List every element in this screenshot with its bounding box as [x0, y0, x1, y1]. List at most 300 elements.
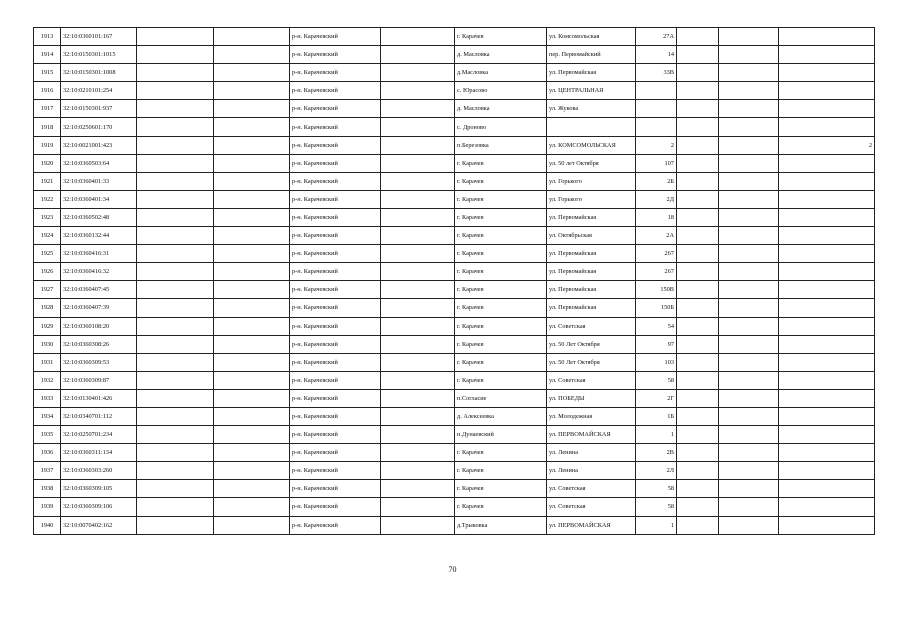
- empty-cell: [381, 299, 455, 317]
- cadastral-number-cell: 32:10:0360407:39: [61, 299, 137, 317]
- empty-cell: [137, 227, 214, 245]
- house-number-cell: [636, 82, 677, 100]
- table-row: [34, 371, 875, 389]
- empty-cell: [677, 317, 719, 335]
- district-cell: р-н. Карачевский: [290, 299, 381, 317]
- district-cell: р-н. Карачевский: [290, 118, 381, 136]
- row-number-cell: 1926: [34, 263, 61, 281]
- locality-cell: п.Дунаевский: [455, 426, 547, 444]
- empty-cell: [137, 317, 214, 335]
- table-row: [34, 281, 875, 299]
- row-number-cell: 1917: [34, 100, 61, 118]
- table-body: [34, 28, 875, 535]
- cadastral-number-cell: 32:10:0130401:426: [61, 389, 137, 407]
- empty-cell: [381, 389, 455, 407]
- house-number-cell: 107: [636, 154, 677, 172]
- empty-cell: [719, 64, 779, 82]
- table-row: [34, 516, 875, 534]
- house-number-cell: 14: [636, 46, 677, 64]
- extra-value-cell: [779, 516, 875, 534]
- empty-cell: [214, 136, 290, 154]
- row-number-cell: 1938: [34, 480, 61, 498]
- street-cell: ул. Ленина: [547, 444, 636, 462]
- cadastral-number-cell: 32:10:0360416:31: [61, 245, 137, 263]
- locality-cell: г. Карачев: [455, 498, 547, 516]
- empty-cell: [677, 426, 719, 444]
- table-row: [34, 480, 875, 498]
- street-cell: ул. ЦЕНТРАЛЬНАЯ: [547, 82, 636, 100]
- street-cell: ул. Первомайская: [547, 64, 636, 82]
- locality-cell: д. Масловка: [455, 46, 547, 64]
- empty-cell: [137, 426, 214, 444]
- empty-cell: [214, 480, 290, 498]
- house-number-cell: [636, 100, 677, 118]
- empty-cell: [719, 299, 779, 317]
- empty-cell: [381, 100, 455, 118]
- locality-cell: г. Карачев: [455, 281, 547, 299]
- cadastral-number-cell: 32:10:0150301:1008: [61, 64, 137, 82]
- locality-cell: д.Трыковка: [455, 516, 547, 534]
- empty-cell: [214, 28, 290, 46]
- empty-cell: [381, 516, 455, 534]
- house-number-cell: 58: [636, 371, 677, 389]
- extra-value-cell: [779, 299, 875, 317]
- district-cell: р-н. Карачевский: [290, 190, 381, 208]
- house-number-cell: 58: [636, 498, 677, 516]
- empty-cell: [719, 227, 779, 245]
- extra-value-cell: [779, 389, 875, 407]
- table-row: [34, 227, 875, 245]
- empty-cell: [719, 389, 779, 407]
- street-cell: ул. Горького: [547, 172, 636, 190]
- empty-cell: [719, 480, 779, 498]
- row-number-cell: 1920: [34, 154, 61, 172]
- empty-cell: [381, 426, 455, 444]
- extra-value-cell: [779, 245, 875, 263]
- cadastral-number-cell: 32:10:0360407:45: [61, 281, 137, 299]
- district-cell: р-н. Карачевский: [290, 480, 381, 498]
- table-row: [34, 64, 875, 82]
- district-cell: р-н. Карачевский: [290, 516, 381, 534]
- row-number-cell: 1931: [34, 353, 61, 371]
- empty-cell: [381, 317, 455, 335]
- house-number-cell: 54: [636, 317, 677, 335]
- empty-cell: [719, 281, 779, 299]
- cadastral-number-cell: 32:10:0360303:260: [61, 462, 137, 480]
- empty-cell: [381, 46, 455, 64]
- house-number-cell: 150В: [636, 281, 677, 299]
- table-row: [34, 100, 875, 118]
- row-number-cell: 1918: [34, 118, 61, 136]
- table-row: [34, 136, 875, 154]
- table-row: [34, 317, 875, 335]
- table-row: [34, 118, 875, 136]
- empty-cell: [677, 281, 719, 299]
- empty-cell: [214, 407, 290, 425]
- empty-cell: [677, 227, 719, 245]
- table-row: [34, 245, 875, 263]
- empty-cell: [137, 118, 214, 136]
- street-cell: ул. ПЕРВОМАЙСКАЯ: [547, 516, 636, 534]
- empty-cell: [719, 444, 779, 462]
- empty-cell: [719, 28, 779, 46]
- empty-cell: [214, 498, 290, 516]
- district-cell: р-н. Карачевский: [290, 136, 381, 154]
- empty-cell: [677, 371, 719, 389]
- table-row: [34, 82, 875, 100]
- empty-cell: [137, 407, 214, 425]
- empty-cell: [381, 407, 455, 425]
- locality-cell: г. Карачев: [455, 353, 547, 371]
- empty-cell: [719, 353, 779, 371]
- cadastral-number-cell: 32:10:0360416:32: [61, 263, 137, 281]
- locality-cell: г. Карачев: [455, 208, 547, 226]
- locality-cell: с. Юрасово: [455, 82, 547, 100]
- locality-cell: д.Масловка: [455, 64, 547, 82]
- house-number-cell: 1Б: [636, 407, 677, 425]
- extra-value-cell: [779, 444, 875, 462]
- empty-cell: [214, 426, 290, 444]
- empty-cell: [137, 136, 214, 154]
- row-number-cell: 1922: [34, 190, 61, 208]
- district-cell: р-н. Карачевский: [290, 263, 381, 281]
- house-number-cell: 97: [636, 335, 677, 353]
- empty-cell: [677, 100, 719, 118]
- empty-cell: [677, 407, 719, 425]
- empty-cell: [137, 245, 214, 263]
- district-cell: р-н. Карачевский: [290, 227, 381, 245]
- empty-cell: [677, 444, 719, 462]
- empty-cell: [719, 516, 779, 534]
- cadastral-number-cell: 32:10:0150301:937: [61, 100, 137, 118]
- empty-cell: [137, 46, 214, 64]
- locality-cell: г. Карачев: [455, 154, 547, 172]
- row-number-cell: 1919: [34, 136, 61, 154]
- empty-cell: [214, 353, 290, 371]
- table-row: [34, 299, 875, 317]
- empty-cell: [677, 299, 719, 317]
- district-cell: р-н. Карачевский: [290, 335, 381, 353]
- row-number-cell: 1924: [34, 227, 61, 245]
- cadastral-number-cell: 32:10:0360132:44: [61, 227, 137, 245]
- table-row: [34, 335, 875, 353]
- empty-cell: [677, 154, 719, 172]
- district-cell: р-н. Карачевский: [290, 64, 381, 82]
- empty-cell: [137, 462, 214, 480]
- extra-value-cell: [779, 371, 875, 389]
- district-cell: р-н. Карачевский: [290, 444, 381, 462]
- empty-cell: [381, 118, 455, 136]
- empty-cell: [381, 28, 455, 46]
- registry-table: [33, 27, 875, 535]
- empty-cell: [677, 46, 719, 64]
- cadastral-number-cell: 32:10:0150301:1015: [61, 46, 137, 64]
- extra-value-cell: [779, 208, 875, 226]
- table-row: [34, 444, 875, 462]
- house-number-cell: 18: [636, 208, 677, 226]
- street-cell: пер. Первомайский: [547, 46, 636, 64]
- empty-cell: [677, 245, 719, 263]
- street-cell: ул. Молодежная: [547, 407, 636, 425]
- table-row: [34, 28, 875, 46]
- empty-cell: [719, 208, 779, 226]
- house-number-cell: 2Д: [636, 190, 677, 208]
- extra-value-cell: [779, 154, 875, 172]
- extra-value-cell: [779, 227, 875, 245]
- street-cell: ул. Октябрьская: [547, 227, 636, 245]
- house-number-cell: 2Л: [636, 462, 677, 480]
- empty-cell: [677, 353, 719, 371]
- empty-cell: [719, 263, 779, 281]
- table-row: [34, 426, 875, 444]
- empty-cell: [137, 100, 214, 118]
- cadastral-number-cell: 32:10:0021001:423: [61, 136, 137, 154]
- empty-cell: [381, 227, 455, 245]
- street-cell: ул. Горького: [547, 190, 636, 208]
- empty-cell: [719, 46, 779, 64]
- empty-cell: [677, 190, 719, 208]
- row-number-cell: 1929: [34, 317, 61, 335]
- street-cell: [547, 118, 636, 136]
- cadastral-number-cell: 32:10:0360108:20: [61, 317, 137, 335]
- house-number-cell: 1: [636, 516, 677, 534]
- cadastral-number-cell: 32:10:0360101:167: [61, 28, 137, 46]
- cadastral-number-cell: 32:10:0210101:254: [61, 82, 137, 100]
- street-cell: ул. Первомайская: [547, 281, 636, 299]
- locality-cell: г. Карачев: [455, 172, 547, 190]
- extra-value-cell: [779, 28, 875, 46]
- house-number-cell: 2: [636, 136, 677, 154]
- empty-cell: [214, 46, 290, 64]
- empty-cell: [214, 190, 290, 208]
- row-number-cell: 1914: [34, 46, 61, 64]
- empty-cell: [137, 172, 214, 190]
- district-cell: р-н. Карачевский: [290, 28, 381, 46]
- row-number-cell: 1927: [34, 281, 61, 299]
- house-number-cell: 2Г: [636, 389, 677, 407]
- empty-cell: [137, 480, 214, 498]
- empty-cell: [214, 208, 290, 226]
- district-cell: р-н. Карачевский: [290, 281, 381, 299]
- extra-value-cell: [779, 407, 875, 425]
- district-cell: р-н. Карачевский: [290, 462, 381, 480]
- cadastral-number-cell: 32:10:0360503:64: [61, 154, 137, 172]
- house-number-cell: 103: [636, 353, 677, 371]
- empty-cell: [137, 516, 214, 534]
- empty-cell: [719, 426, 779, 444]
- empty-cell: [677, 118, 719, 136]
- empty-cell: [719, 371, 779, 389]
- empty-cell: [677, 208, 719, 226]
- empty-cell: [214, 100, 290, 118]
- empty-cell: [381, 498, 455, 516]
- empty-cell: [381, 245, 455, 263]
- empty-cell: [719, 172, 779, 190]
- cadastral-number-cell: 32:10:0360309:53: [61, 353, 137, 371]
- street-cell: ул. 50 лет Октября: [547, 154, 636, 172]
- locality-cell: п.Согласие: [455, 389, 547, 407]
- locality-cell: г. Карачев: [455, 480, 547, 498]
- locality-cell: г. Карачев: [455, 227, 547, 245]
- cadastral-number-cell: 32:10:0360311:134: [61, 444, 137, 462]
- empty-cell: [381, 82, 455, 100]
- table-row: [34, 172, 875, 190]
- empty-cell: [719, 317, 779, 335]
- empty-cell: [137, 498, 214, 516]
- extra-value-cell: [779, 172, 875, 190]
- locality-cell: д. Масловка: [455, 100, 547, 118]
- extra-value-cell: [779, 190, 875, 208]
- extra-value-cell: [779, 118, 875, 136]
- empty-cell: [214, 335, 290, 353]
- district-cell: р-н. Карачевский: [290, 154, 381, 172]
- empty-cell: [677, 28, 719, 46]
- empty-cell: [214, 462, 290, 480]
- row-number-cell: 1940: [34, 516, 61, 534]
- extra-value-cell: [779, 317, 875, 335]
- empty-cell: [214, 64, 290, 82]
- empty-cell: [719, 407, 779, 425]
- district-cell: р-н. Карачевский: [290, 245, 381, 263]
- street-cell: ул. Первомайская: [547, 263, 636, 281]
- table-row: [34, 407, 875, 425]
- row-number-cell: 1935: [34, 426, 61, 444]
- house-number-cell: 267: [636, 263, 677, 281]
- empty-cell: [137, 208, 214, 226]
- empty-cell: [719, 245, 779, 263]
- empty-cell: [137, 444, 214, 462]
- locality-cell: г. Карачев: [455, 444, 547, 462]
- empty-cell: [214, 172, 290, 190]
- district-cell: р-н. Карачевский: [290, 208, 381, 226]
- cadastral-number-cell: 32:10:0360309:87: [61, 371, 137, 389]
- table-row: [34, 498, 875, 516]
- district-cell: р-н. Карачевский: [290, 371, 381, 389]
- extra-value-cell: [779, 46, 875, 64]
- locality-cell: г. Карачев: [455, 263, 547, 281]
- empty-cell: [137, 299, 214, 317]
- empty-cell: [719, 462, 779, 480]
- district-cell: р-н. Карачевский: [290, 407, 381, 425]
- extra-value-cell: [779, 64, 875, 82]
- row-number-cell: 1913: [34, 28, 61, 46]
- empty-cell: [381, 190, 455, 208]
- empty-cell: [214, 516, 290, 534]
- empty-cell: [214, 82, 290, 100]
- table-row: [34, 190, 875, 208]
- house-number-cell: 58: [636, 480, 677, 498]
- empty-cell: [719, 118, 779, 136]
- house-number-cell: 267: [636, 245, 677, 263]
- locality-cell: г. Карачев: [455, 245, 547, 263]
- district-cell: р-н. Карачевский: [290, 82, 381, 100]
- locality-cell: г. Карачев: [455, 28, 547, 46]
- cadastral-number-cell: 32:10:0340701:112: [61, 407, 137, 425]
- empty-cell: [137, 154, 214, 172]
- locality-cell: с. Дроново: [455, 118, 547, 136]
- extra-value-cell: [779, 281, 875, 299]
- locality-cell: г. Карачев: [455, 299, 547, 317]
- street-cell: ул. Ленина: [547, 462, 636, 480]
- empty-cell: [719, 154, 779, 172]
- extra-value-cell: [779, 82, 875, 100]
- empty-cell: [214, 299, 290, 317]
- street-cell: ул. 50 Лет Октября: [547, 353, 636, 371]
- locality-cell: г. Карачев: [455, 462, 547, 480]
- empty-cell: [214, 154, 290, 172]
- row-number-cell: 1921: [34, 172, 61, 190]
- extra-value-cell: [779, 426, 875, 444]
- house-number-cell: 150Б: [636, 299, 677, 317]
- empty-cell: [677, 172, 719, 190]
- street-cell: ул. ПЕРВОМАЙСКАЯ: [547, 426, 636, 444]
- extra-value-cell: [779, 462, 875, 480]
- street-cell: ул. Советская: [547, 498, 636, 516]
- extra-value-cell: 2: [779, 136, 875, 154]
- house-number-cell: 2А: [636, 227, 677, 245]
- row-number-cell: 1937: [34, 462, 61, 480]
- cadastral-number-cell: 32:10:0360401:33: [61, 172, 137, 190]
- extra-value-cell: [779, 100, 875, 118]
- house-number-cell: 1: [636, 426, 677, 444]
- street-cell: ул. Советская: [547, 480, 636, 498]
- row-number-cell: 1932: [34, 371, 61, 389]
- row-number-cell: 1939: [34, 498, 61, 516]
- district-cell: р-н. Карачевский: [290, 426, 381, 444]
- empty-cell: [381, 154, 455, 172]
- empty-cell: [137, 190, 214, 208]
- empty-cell: [137, 353, 214, 371]
- row-number-cell: 1933: [34, 389, 61, 407]
- empty-cell: [214, 281, 290, 299]
- empty-cell: [677, 82, 719, 100]
- page-number: 70: [448, 565, 457, 574]
- locality-cell: п.Березовка: [455, 136, 547, 154]
- empty-cell: [677, 335, 719, 353]
- row-number-cell: 1916: [34, 82, 61, 100]
- district-cell: р-н. Карачевский: [290, 46, 381, 64]
- house-number-cell: 2Б: [636, 172, 677, 190]
- empty-cell: [677, 136, 719, 154]
- street-cell: ул. Первомайская: [547, 299, 636, 317]
- empty-cell: [214, 263, 290, 281]
- row-number-cell: 1928: [34, 299, 61, 317]
- district-cell: р-н. Карачевский: [290, 389, 381, 407]
- empty-cell: [137, 281, 214, 299]
- cadastral-number-cell: 32:10:0360401:34: [61, 190, 137, 208]
- row-number-cell: 1925: [34, 245, 61, 263]
- empty-cell: [677, 498, 719, 516]
- cadastral-number-cell: 32:10:0250601:170: [61, 118, 137, 136]
- cadastral-number-cell: 32:10:0250701:234: [61, 426, 137, 444]
- empty-cell: [719, 335, 779, 353]
- empty-cell: [677, 462, 719, 480]
- cadastral-number-cell: 32:10:0360309:105: [61, 480, 137, 498]
- empty-cell: [214, 227, 290, 245]
- empty-cell: [677, 480, 719, 498]
- locality-cell: г. Карачев: [455, 335, 547, 353]
- empty-cell: [137, 335, 214, 353]
- empty-cell: [381, 480, 455, 498]
- extra-value-cell: [779, 480, 875, 498]
- empty-cell: [137, 371, 214, 389]
- empty-cell: [719, 136, 779, 154]
- row-number-cell: 1930: [34, 335, 61, 353]
- empty-cell: [381, 263, 455, 281]
- empty-cell: [381, 281, 455, 299]
- street-cell: ул. КОМСОМОЛЬСКАЯ: [547, 136, 636, 154]
- empty-cell: [214, 317, 290, 335]
